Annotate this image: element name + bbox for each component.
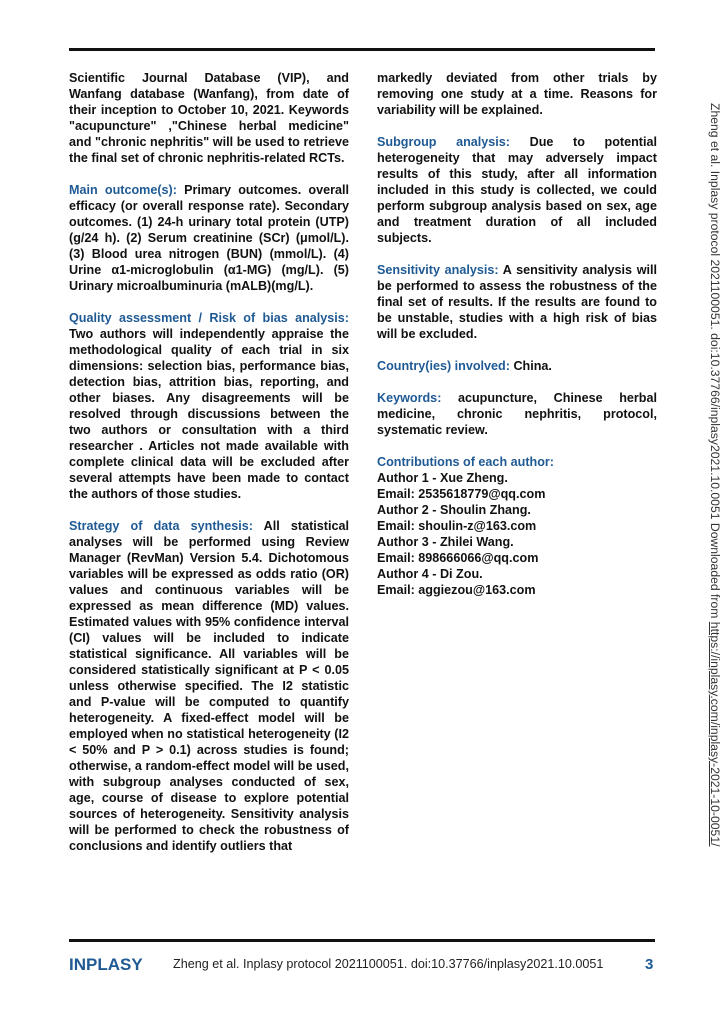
sensitivity-section xyxy=(377,262,657,342)
keywords-heading: Keywords: xyxy=(377,391,442,405)
quality-assessment-text: Two authors will independently appraise the methodological quality of each trial in six dimensions: selection bias, performance bias, detection bias, attrition bias, reporting, and other biases. Any disagreements will be resolved through discussions between the two authors or consultation with a third researcher . Articles not made available with complete clinical data will be excluded after several attempts have been made to contact the authors of those studies. xyxy=(69,327,349,501)
left-column xyxy=(69,70,349,870)
journal-logo: INPLASY xyxy=(69,955,143,974)
data-synthesis-text: All statistical analyses will be performed using Review Manager (RevMan) Version 5.4. Dichotomous variables will be expressed as odds ratio (OR) values and continuous variables will be expressed as mean difference (MD) values. Estimated values with 95% confidence interval (CI) values will be included to indicate statistical significance. All variables will be considered statistically significant at P < 0.05 unless otherwise specified. The I2 statistic and P-value will be computed to quantify heterogeneity. A fixed-effect model will be employed when no statistical heterogeneity (I2 < 50% and P > 0.1) across studies is found; otherwise, a random-effect model will be used, with subgroup analyses conducted of sex, age, course of disease to explore potential sources of heterogeneity. Sensitivity analysis will be performed to check the robustness of conclusions and identify outliers that xyxy=(69,519,349,853)
subgroup-text: Due to potential heterogeneity that may adversely impact results of this study, after all information included in this study is collected, we could perform subgroup analysis based on sex, age and treatment duration of all included subjects. xyxy=(377,135,657,245)
right-column xyxy=(377,70,657,598)
country-heading: Country(ies) involved: xyxy=(377,359,510,373)
author-email: Email: 898666066@qq.com xyxy=(377,551,539,565)
author-line: Author 3 - Zhilei Wang. xyxy=(377,535,514,549)
country-text: China. xyxy=(509,359,552,373)
side-citation-margin xyxy=(706,103,722,933)
side-citation-text: Zheng et al. Inplasy protocol 2021100051. doi:10.37766/inplasy2021.10.0051 Downloaded from xyxy=(708,103,722,622)
author-line: Author 2 - Shoulin Zhang. xyxy=(377,503,531,517)
contributions-heading: Contributions of each author: xyxy=(377,455,555,469)
author-email: Email: 2535618779@qq.com xyxy=(377,487,546,501)
keywords-text: acupuncture, Chinese herbal medicine, chronic nephritis, protocol, systematic review. xyxy=(377,391,657,437)
author-email: Email: aggiezou@163.com xyxy=(377,583,536,597)
keywords-section xyxy=(377,390,657,438)
page-number: 3 xyxy=(645,956,654,973)
main-outcomes-text: Primary outcomes. overall efficacy (or overall response rate). Secondary outcomes. (1) 24-h urinary total protein (UTP) (g/24 h). (2) Serum creatinine (SCr) (μmol/L). (3) Blood urea nitrogen (BUN) (mmol/L). (4) Urine α1-microglobulin (α1-MG) (mg/L). (5) Urinary microalbuminuria (mALB)(mg/L). xyxy=(69,183,349,293)
quality-assessment-heading: Quality assessment / Risk of bias analysis: xyxy=(69,311,349,325)
data-synthesis-continuation: markedly deviated from other trials by removing one study at a time. Reasons for variability will be explained. xyxy=(377,71,657,117)
search-strategy-continuation: Scientific Journal Database (VIP), and Wanfang database (Wanfang), from date of their inception to October 10, 2021. Keywords "acupuncture" ,"Chinese herbal medicine" and "chronic nephritis" will be used to retrieve the final set of chronic nephritis-related RCTs. xyxy=(69,71,349,165)
quality-assessment-section xyxy=(69,310,349,502)
country-section xyxy=(377,358,657,374)
download-link[interactable]: https://inplasy.com/inplasy-2021-10-0051/ xyxy=(708,621,722,847)
side-citation xyxy=(708,103,722,847)
data-synthesis-heading: Strategy of data synthesis: xyxy=(69,519,253,533)
subgroup-section xyxy=(377,134,657,246)
sensitivity-heading: Sensitivity analysis: xyxy=(377,263,499,277)
footer-citation: Zheng et al. Inplasy protocol 2021100051. doi:10.37766/inplasy2021.10.0051 xyxy=(173,957,604,971)
top-rule xyxy=(69,48,655,51)
author-line: Author 1 - Xue Zheng. xyxy=(377,471,508,485)
main-outcomes-heading: Main outcome(s): xyxy=(69,183,177,197)
sensitivity-text: A sensitivity analysis will be performed to assess the robustness of the final set of results. If the results are found to be unstable, studies with a high risk of bias will be excluded. xyxy=(377,263,657,341)
contributions-section xyxy=(377,454,657,598)
main-outcomes-section xyxy=(69,182,349,294)
subgroup-heading: Subgroup analysis: xyxy=(377,135,510,149)
bottom-rule xyxy=(69,939,655,942)
data-synthesis-section xyxy=(69,518,349,854)
author-email: Email: shoulin-z@163.com xyxy=(377,519,537,533)
author-line: Author 4 - Di Zou. xyxy=(377,567,483,581)
